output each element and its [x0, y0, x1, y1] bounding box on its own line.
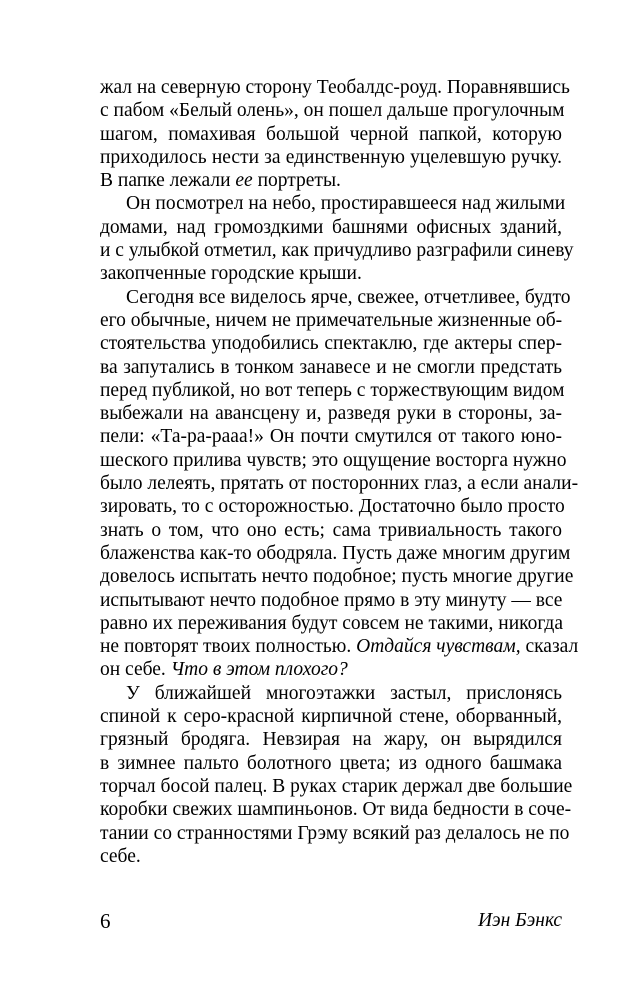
text-run: не повторят твоих полностью. — [100, 636, 357, 658]
text-line: торчал босой палец. В руках старик держал две большие — [100, 775, 573, 797]
italic-text: Отдайся чувствам, — [356, 636, 521, 658]
text-line — [100, 658, 562, 681]
text-line: стоятельства уподобились спектаклю, где актеры спер- — [100, 333, 562, 355]
book-page-body — [100, 76, 579, 868]
running-footer-author: Иэн Бэнкс — [477, 910, 562, 931]
text-line: коробки свежих шампиньонов. От вида бедности в сочe- — [100, 799, 572, 821]
italic-text: ее — [235, 170, 253, 192]
text-line: равно их переживания будут совсем не такими, никогда — [100, 612, 564, 634]
text-line: шагом, помахивая большой черной папкой, которую — [100, 123, 562, 145]
text-run: В папке лежали — [100, 170, 236, 192]
text-line: Он посмотрел на небо, простиравшееся над жилыми — [126, 193, 566, 215]
text-line: с пабом «Белый олень», он пошел дальше прогулочным — [100, 100, 565, 122]
text-line: закопченные городские крыши. — [100, 263, 362, 285]
italic-text: Что в этом плохого? — [170, 659, 348, 681]
paragraph — [100, 286, 579, 682]
text-line: У ближайшей многоэтажки застыл, прислонясь — [126, 682, 562, 704]
text-line — [100, 169, 562, 192]
paragraph — [100, 76, 570, 192]
text-line: Сегодня все виделось ярче, свежее, отчетливее, будто — [126, 286, 571, 308]
text-line: грязный бродяга. Невзирая на жару, он вырядился — [100, 729, 562, 751]
text-line: довелось испытать нечто подобное; пусть многие другие — [100, 566, 574, 588]
text-line: зировать, то с осторожностью. Достаточно было просто — [100, 496, 565, 518]
text-line: испытывают нечто подобное прямо в эту минуту — все — [100, 589, 563, 611]
text-line: выбежали на авансцену и, разведя руки в стороны, за- — [100, 403, 562, 425]
text-line: себе. — [100, 845, 141, 867]
text-line: его обычные, ничем не примечательные жизненные об- — [100, 309, 563, 331]
text-run: он себе. — [100, 659, 171, 681]
paragraph — [100, 682, 573, 868]
text-line: пели: «Та-ра-рааа!» Он почти смутился от такого юно- — [100, 426, 562, 448]
page-number: 6 — [100, 909, 111, 933]
text-line: было лелеять, прятать от посторонних глаз, а если анали- — [100, 473, 579, 495]
text-line: блаженства как-то ободряла. Пусть даже многим другим — [100, 542, 571, 564]
paragraph — [100, 192, 574, 285]
text-line: ва запутались в тонком занавесе и не смогли предстать — [100, 356, 562, 378]
text-line: перед публикой, но вот теперь с торжествующим видом — [100, 379, 565, 401]
text-line: шеского прилива чувств; это ощущение восторга нужно — [100, 449, 567, 471]
text-line: тании со странностями Грэму всякий раз делалось не по — [100, 822, 570, 844]
text-line: домами, над громоздкими башнями офисных зданий, — [100, 216, 562, 238]
text-line: спиной к серо-красной кирпичной стене, оборванный, — [100, 706, 562, 728]
text-line: знать о том, что оно есть; сама тривиальность такого — [100, 519, 562, 541]
text-run: сказал — [520, 636, 579, 658]
page-footer — [100, 908, 562, 934]
text-line: жал на северную сторону Теобалдс-роуд. Поравнявшись — [100, 77, 570, 98]
text-line — [100, 635, 579, 658]
text-line: в зимнее пальто болотного цвета; из одного башмака — [100, 752, 562, 774]
text-run: портреты. — [252, 170, 341, 192]
text-line: и с улыбкой отметил, как причудливо разграфили синеву — [100, 240, 574, 262]
text-line: приходилось нести за единственную уцелевшую ручку. — [100, 146, 562, 168]
